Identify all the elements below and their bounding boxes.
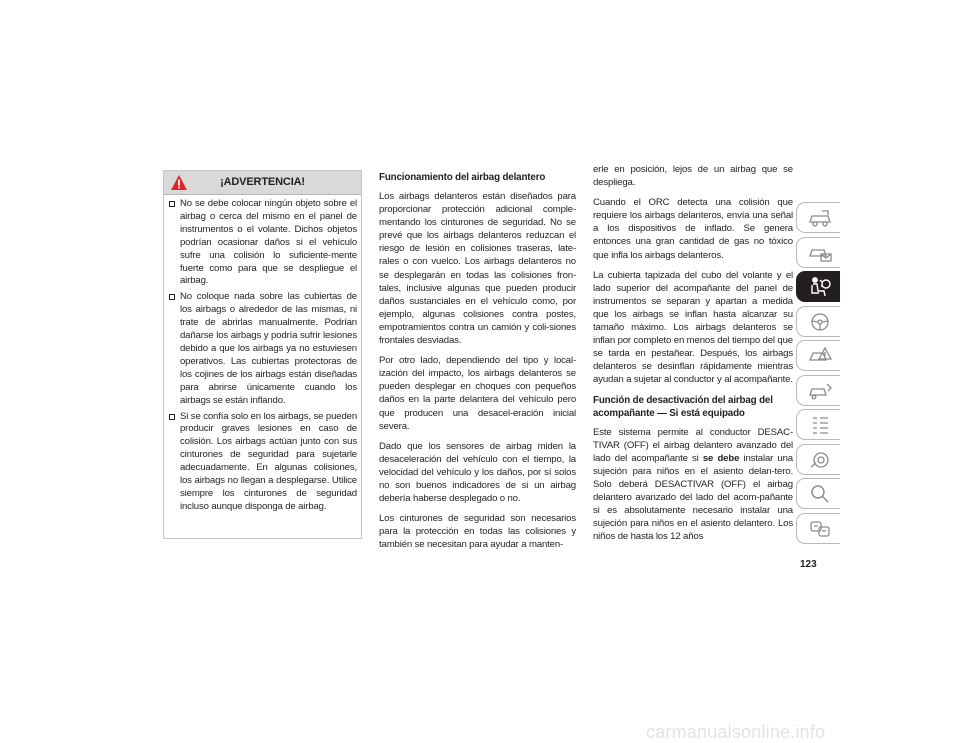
section-heading: Función de desactivación del airbag del acompañante — Si está equipado — [593, 394, 773, 419]
tab-index[interactable] — [796, 478, 840, 509]
watermark: carmanualsonline.info — [646, 722, 826, 742]
checkbox-bullet-icon — [169, 294, 175, 300]
paragraph: Cuando el ORC detecta una colisión que requiere los airbags delanteros, envía una señal a los dispositivos de inflado. Se genera entonces una gran cantidad de gas no tóxico que infla los airbags delanteros. — [593, 197, 793, 261]
tab-multimedia[interactable] — [796, 444, 840, 475]
paragraph-text: instalar una sujeción para niños en el asiento delan-tero. Solo deberá DESACTIVAR (OFF) el airbag delantero avanzado del lado del acom-pañante si es absolutamente necesario instalar una sujeción para niños en el asiento delantero. Los niños de hasta los 12 años — [593, 452, 793, 543]
warning-item — [169, 411, 357, 514]
magnifier-icon — [807, 483, 833, 505]
paragraph: Dado que los sensores de airbag miden la desaceleración del vehículo con el tiempo, la velocidad del vehículo y los daños, por sí solos no son buenos indicadores de si un airbag debería haberse desplegado o no. — [379, 440, 576, 505]
paragraph: Los airbags delanteros están diseñados para proporcionar protección adicional comple-mentando los cinturones de seguridad. No se prevé que los airbags delanteros reduzcan el riesgo de lesión en colisiones traseras, late-rales o con vuelco. Los airbags delanteros no se desplegarán en todas las colisiones fron-tales, inclusive algunas que pueden producir daños sustanciales en el vehículo como, por ejemplo, algunas colisiones contra postes, empotramientos contra un camión y coli-siones frontales desviadas. — [379, 191, 576, 347]
warning-item — [169, 198, 357, 288]
paragraph-text: Este sistema permite al conductor DESAC-TIVAR (OFF) el airbag delantero avanzado del lado del acompañante si — [593, 426, 793, 464]
middle-column — [379, 171, 576, 558]
car-warning-icon — [807, 345, 833, 367]
warning-title: ¡ADVERTENCIA! — [220, 176, 305, 188]
tab-emergency[interactable] — [796, 340, 840, 371]
paragraph — [593, 426, 793, 544]
tab-dashboard[interactable] — [796, 202, 840, 233]
warning-item-text: No se debe colocar ningún objeto sobre el airbag o cerca del mismo en el panel de instrumentos o el volante. Dichos objetos podrían ocasionar daños si el vehículo sufre una colisión lo suficiente-mente fuerte como para que se despliegue el airbag. — [180, 198, 357, 287]
right-column — [593, 163, 793, 550]
car-envelope-icon — [807, 242, 833, 264]
language-icon — [807, 518, 833, 540]
page-number: 123 — [800, 559, 817, 570]
warning-item-text: Si se confía solo en los airbags, se pueden producir graves lesiones en caso de colisión. Los airbags actúan junto con sus cinturones de seguridad para sujetarle adecuadamente. En algunas colisiones, los airbags no llegan a desplegarse. Utilice siempre los cinturones de seguridad incluso aunque disponga de airbag. — [180, 410, 357, 512]
paragraph: Los cinturones de seguridad son necesarios para la protección en todas las colisiones y también se necesitan para ayudar a manten- — [379, 513, 576, 551]
tab-getting-started[interactable] — [796, 237, 840, 268]
checkbox-bullet-icon — [169, 414, 175, 420]
bold-text: se debe — [702, 452, 740, 464]
tab-service[interactable] — [796, 375, 840, 406]
checkbox-bullet-icon — [169, 201, 175, 207]
section-heading: Funcionamiento del airbag delantero — [379, 172, 546, 183]
tab-specifications[interactable] — [796, 409, 840, 440]
list-icon — [807, 414, 833, 436]
tab-driving[interactable] — [796, 306, 840, 337]
warning-header — [164, 171, 361, 195]
warning-item-text: No coloque nada sobre las cubiertas de los airbags o alrededor de las mismas, ni trate de abrirlas manualmente. Podrían dañarse los airbags y podría sufrir lesiones debido a que los airbags ya no estuviesen operativos. Las cubiertas protectoras de los cojines de los airbags están diseñadas para abrirse únicamente cuando los airbags se están inflando. — [180, 291, 357, 406]
steering-wheel-icon — [807, 311, 833, 333]
paragraph: erle en posición, lejos de un airbag que se despliega. — [593, 164, 793, 189]
paragraph: La cubierta tapizada del cubo del volante y el lado superior del acompañante del panel de instrumentos se separan y apartan a medida que los airbags se inflan hasta alcanzar su tamaño máximo. Los airbags delanteros se inflan por completo en menos del tiempo del que se tarda en pestañear. Después, los airbags delanteros se desinflan rápidamente mientras ayudan a sujetar al conductor y al acompañante. — [593, 269, 793, 386]
radio-controls-icon — [807, 449, 833, 471]
car-dashboard-icon — [807, 207, 833, 229]
chapter-tabs — [796, 202, 844, 547]
warning-box — [163, 170, 362, 539]
paragraph: Por otro lado, dependiendo del tipo y local-ización del impacto, los airbags delanteros se pueden desplegar en choques con pequeños daños en la parte delantera del vehículo pero que producen una desacel-eración inicial severa. — [379, 355, 576, 432]
car-service-icon — [807, 380, 833, 402]
warning-item — [169, 291, 357, 407]
tab-safety[interactable] — [796, 271, 840, 302]
seat-airbag-icon — [807, 276, 833, 298]
tab-customer-assistance[interactable] — [796, 513, 840, 544]
